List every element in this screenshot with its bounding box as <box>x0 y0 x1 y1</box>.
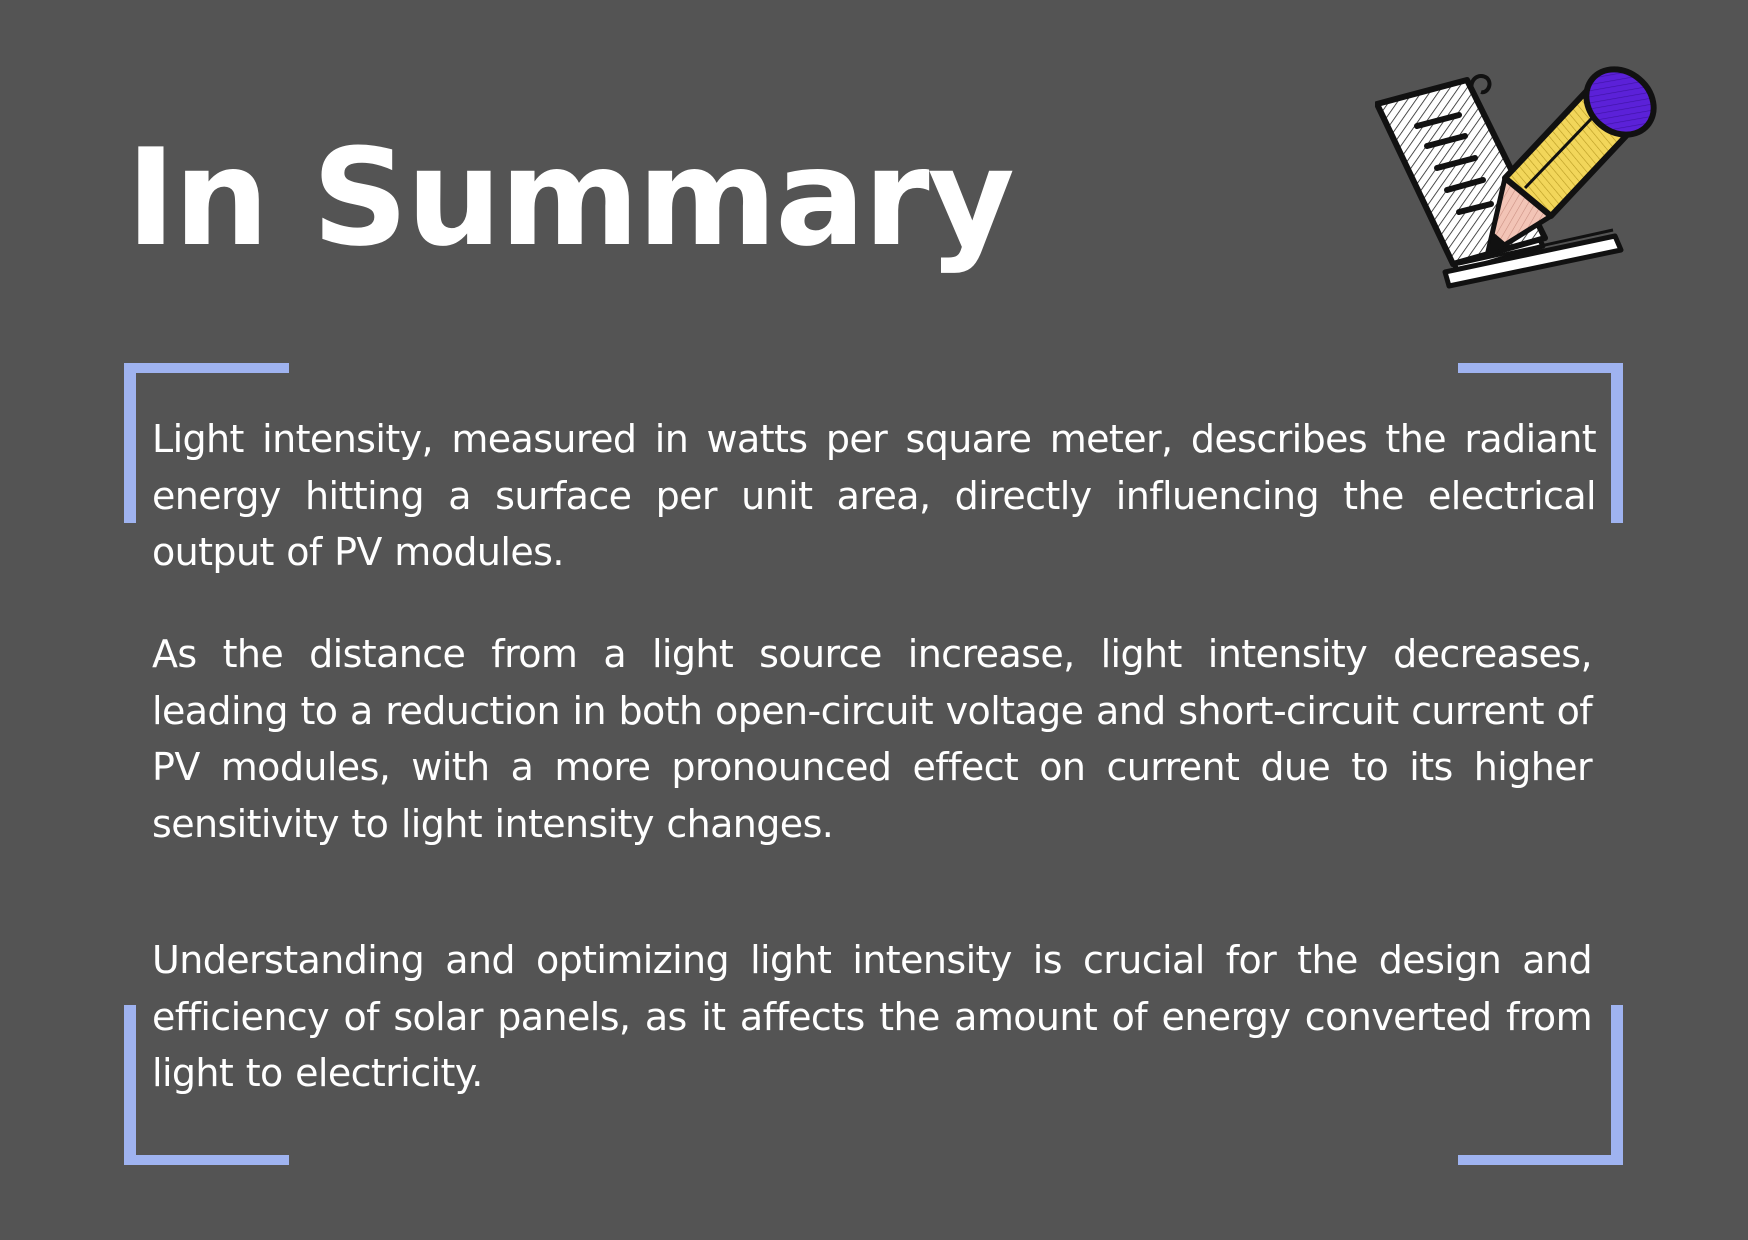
summary-paragraph-2: As the distance from a light source increase, light intensity decreases, leading to a reduction in both open-circuit voltage and short-circuit current of PV modules, with a more pronounced effect on current due to its higher sensitivity to light intensity changes. <box>152 632 1592 846</box>
notepad-pencil-icon <box>1375 60 1680 310</box>
summary-paragraph-3: Understanding and optimizing light intensity is crucial for the design and efficiency of solar panels, as it affects the amount of energy converted from light to electricity. <box>152 938 1592 1095</box>
slide-title: In Summary <box>126 120 1013 276</box>
summary-paragraph-1: Light intensity, measured in watts per square meter, describes the radiant energy hitting a surface per unit area, directly influencing the electrical output of PV modules. <box>152 417 1596 574</box>
